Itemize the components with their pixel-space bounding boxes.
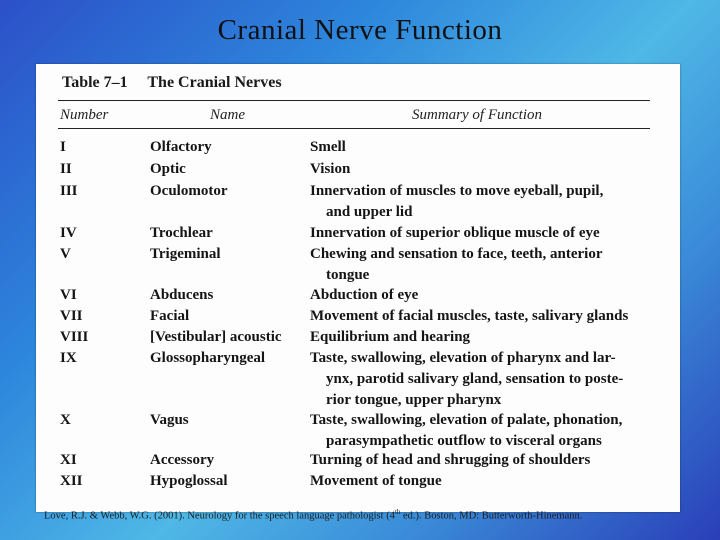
function-line: Innervation of superior oblique muscle of eye [310,225,600,241]
nerve-function [310,410,670,452]
function-line: Taste, swallowing, elevation of pharynx and lar- [310,350,616,366]
function-line: ynx, parotid salivary gland, sensation to poste- [326,371,624,387]
nerve-number: VIII [60,329,89,345]
column-header-name: Name [210,107,245,123]
nerve-number: IV [60,225,77,241]
nerve-name: Trigeminal [150,246,221,262]
nerve-function [310,348,670,411]
nerve-function [310,137,670,158]
function-line: Taste, swallowing, elevation of palate, phonation, [310,412,623,428]
nerve-function [310,471,670,492]
nerve-function [310,181,670,223]
function-line: Movement of tongue [310,473,442,489]
function-line: Chewing and sensation to face, teeth, anterior [310,246,603,262]
nerve-number: III [60,183,78,199]
nerve-name: Accessory [150,452,215,468]
column-header-number: Number [60,107,109,123]
nerve-number: IX [60,350,77,366]
nerve-name: Glossopharyngeal [150,350,266,366]
function-line: tongue [326,267,370,283]
header-rule [58,128,650,129]
nerve-name: Optic [150,161,186,177]
scanned-table [36,64,680,512]
function-line: rior tongue, upper pharynx [326,392,502,408]
table-number: Table 7–1 [62,74,128,91]
slide-title: Cranial Nerve Function [217,14,503,46]
nerve-function [310,327,670,348]
citation-text: Love, R.J. & Webb, W.G. (2001). Neurology for the speech language pathologist (4 [44,510,395,522]
nerve-number: II [60,161,72,177]
nerve-name: Abducens [150,287,214,303]
nerve-name: Vagus [150,412,189,428]
nerve-number: I [60,139,66,155]
nerve-number: V [60,246,71,262]
nerve-function [310,450,670,471]
nerve-function [310,306,670,327]
table-heading [62,74,282,92]
nerve-function [310,223,670,244]
nerve-number: XI [60,452,77,468]
nerve-name: Trochlear [150,225,213,241]
nerve-function [310,159,670,180]
nerve-name: Oculomotor [150,183,228,199]
column-header-function: Summary of Function [412,107,542,123]
function-line: Vision [310,161,351,177]
nerve-number: X [60,412,71,428]
table-title: The Cranial Nerves [147,74,282,91]
function-line: parasympathetic outflow to visceral organs [326,433,602,449]
function-line: and upper lid [326,204,413,220]
nerve-name: [Vestibular] acoustic [150,329,282,345]
function-line: Innervation of muscles to move eyeball, pupil, [310,183,604,199]
nerve-number: VI [60,287,77,303]
citation-text-end: ed.). Boston, MD: Butterworth-Hinemann. [400,510,583,522]
citation [44,508,582,522]
citation-superscript: th [394,508,401,516]
nerve-number: XII [60,473,83,489]
function-line: Abduction of eye [310,287,419,303]
nerve-name: Olfactory [150,139,212,155]
nerve-number: VII [60,308,83,324]
nerve-name: Hypoglossal [150,473,228,489]
function-line: Turning of head and shrugging of shoulders [310,452,591,468]
function-line: Movement of facial muscles, taste, salivary glands [310,308,629,324]
nerve-name: Facial [150,308,190,324]
function-line: Smell [310,139,346,155]
top-rule [58,100,650,101]
function-line: Equilibrium and hearing [310,329,471,345]
nerve-function [310,285,670,306]
nerve-function [310,244,670,286]
